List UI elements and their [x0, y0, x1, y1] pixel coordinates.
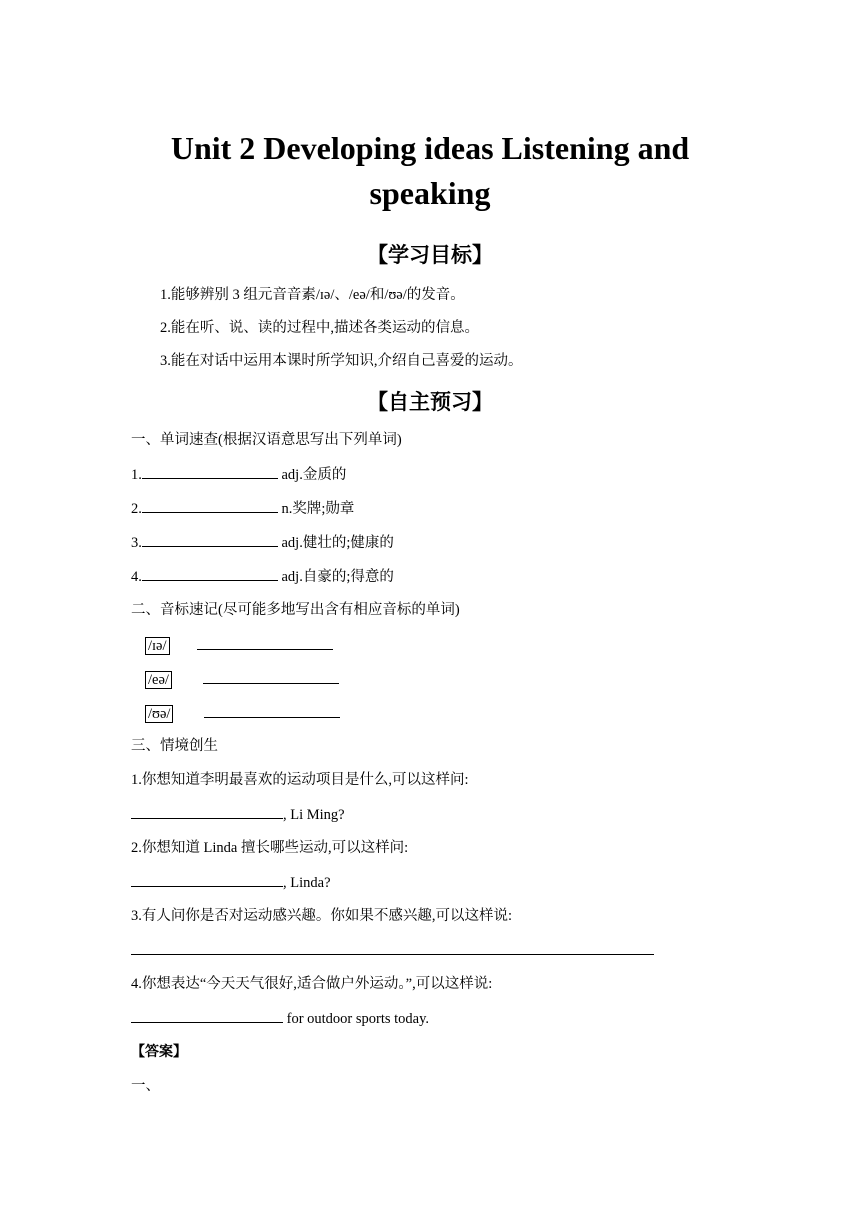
answers-heading: 【答案】: [131, 1044, 187, 1060]
part2-title: 二、音标速记(尽可能多地写出含有相应音标的单词): [131, 602, 460, 618]
phonetic-symbol-box: /ʊə/: [145, 705, 173, 723]
part3-title: 三、情境创生: [131, 738, 218, 754]
vocab-meaning: adj.自豪的;得意的: [281, 569, 394, 585]
objective-item-3: 3.能在对话中运用本课时所学知识,介绍自己喜爱的运动。: [160, 353, 523, 369]
vocab-item-2: [131, 498, 354, 519]
scenario-answer-2: [131, 872, 331, 893]
vocab-number: 3.: [131, 535, 142, 551]
vocab-blank[interactable]: [142, 464, 278, 479]
phonetic-row-3: [145, 703, 340, 724]
phonetic-symbol-box: /ɪə/: [145, 637, 170, 655]
phonetic-blank[interactable]: [197, 635, 333, 650]
vocab-number: 1.: [131, 467, 142, 483]
scenario-question-2: 2.你想知道 Linda 擅长哪些运动,可以这样问:: [131, 840, 409, 856]
answer-blank[interactable]: [131, 804, 283, 819]
scenario-question-1: 1.你想知道李明最喜欢的运动项目是什么,可以这样问:: [131, 772, 469, 788]
scenario-answer-4: [131, 1008, 429, 1029]
vocab-item-4: [131, 566, 394, 587]
answers-part1-label: 一、: [131, 1078, 160, 1094]
preview-heading: 【自主预习】: [367, 390, 493, 414]
scenario-question-4: 4.你想表达“今天天气很好,适合做户外运动。”,可以这样说:: [131, 976, 493, 992]
answer-blank[interactable]: [131, 940, 654, 955]
scenario-answer-1: [131, 804, 345, 825]
vocab-item-1: [131, 464, 346, 485]
vocab-item-3: [131, 532, 394, 553]
objectives-heading: 【学习目标】: [367, 243, 493, 267]
part1-title: 一、单词速查(根据汉语意思写出下列单词): [131, 432, 402, 448]
vocab-blank[interactable]: [142, 532, 278, 547]
phonetic-row-2: [145, 669, 339, 690]
answer-suffix: , Linda?: [283, 875, 331, 891]
title-line-1: Unit 2 Developing ideas Listening and: [170, 130, 690, 166]
vocab-meaning: adj.健壮的;健康的: [281, 535, 394, 551]
phonetic-symbol-box: /eə/: [145, 671, 172, 689]
objective-item-1: 1.能够辨别 3 组元音音素/ɪə/、/eə/和/ʊə/的发音。: [160, 287, 465, 303]
scenario-question-3: 3.有人问你是否对运动感兴趣。你如果不感兴趣,可以这样说:: [131, 908, 513, 924]
vocab-number: 2.: [131, 501, 142, 517]
answer-suffix: for outdoor sports today.: [283, 1011, 430, 1027]
phonetic-blank[interactable]: [203, 669, 339, 684]
vocab-blank[interactable]: [142, 566, 278, 581]
answer-suffix: , Li Ming?: [283, 807, 345, 823]
scenario-answer-3: [131, 940, 654, 961]
vocab-meaning: n.奖牌;勋章: [281, 501, 355, 517]
phonetic-row-1: [145, 635, 333, 656]
answer-blank[interactable]: [131, 1008, 283, 1023]
vocab-meaning: adj.金质的: [281, 467, 347, 483]
title-line-2: speaking: [369, 175, 491, 211]
phonetic-blank[interactable]: [204, 703, 340, 718]
answer-blank[interactable]: [131, 872, 283, 887]
vocab-blank[interactable]: [142, 498, 278, 513]
vocab-number: 4.: [131, 569, 142, 585]
objective-item-2: 2.能在听、说、读的过程中,描述各类运动的信息。: [160, 320, 479, 336]
